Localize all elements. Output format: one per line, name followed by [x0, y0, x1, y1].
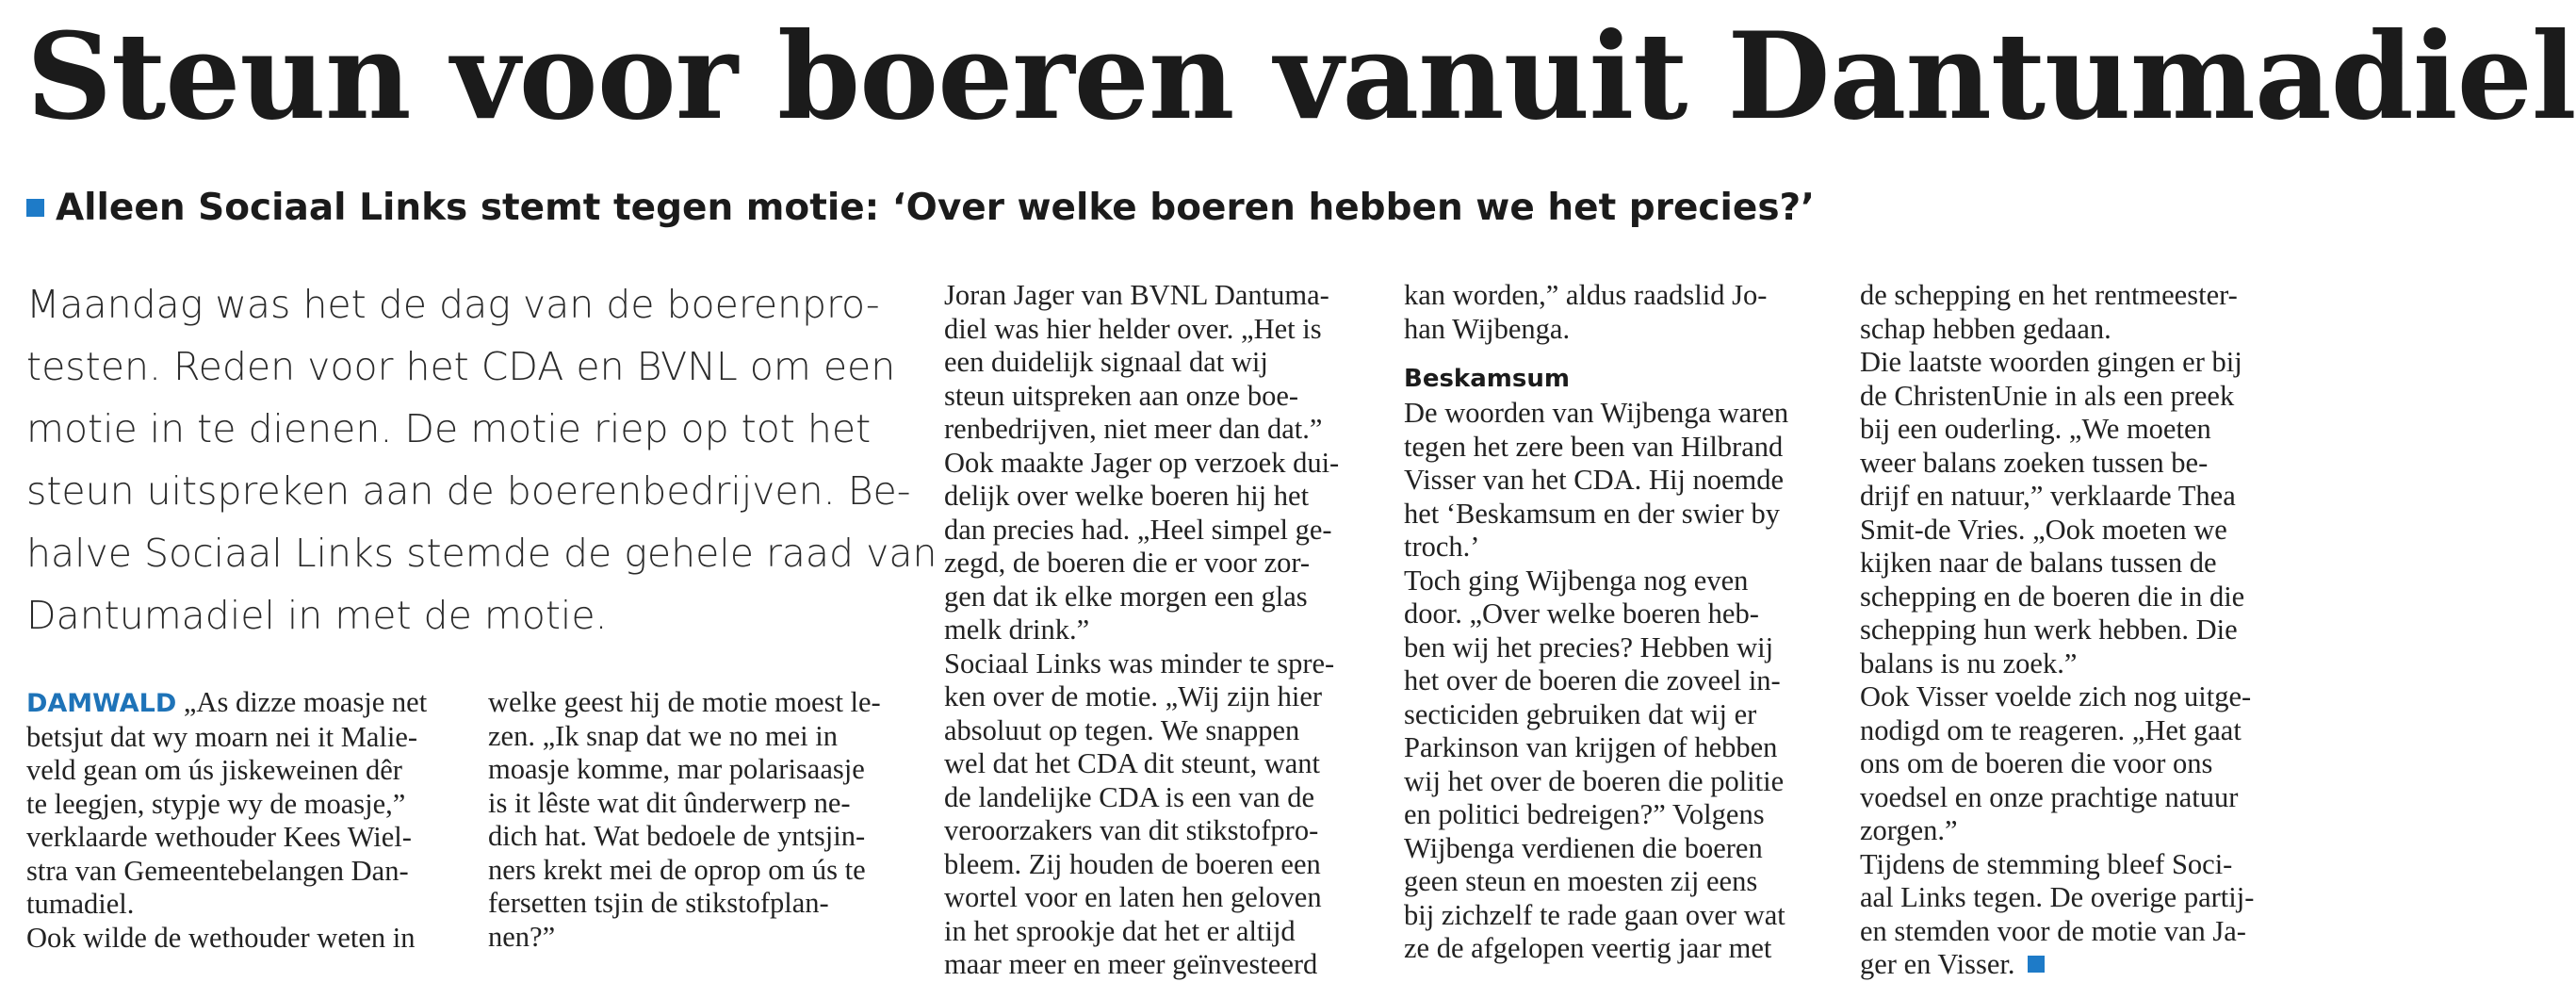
end-mark-square-icon [2028, 956, 2045, 973]
column-line: het over de boeren die zoveel in- [1404, 664, 1781, 696]
column-line: wel dat het CDA dit steunt, want [944, 747, 1320, 779]
column-line: geen steun en moesten zij eens [1404, 865, 1758, 897]
column-line: Parkinson van krijgen of hebben [1404, 731, 1778, 763]
column-line: ben wij het precies? Hebben wij [1404, 630, 1774, 663]
intro-line: motie in te dienen. De motie riep op tot het [26, 406, 872, 451]
column-line: wortel voor en laten hen geloven [944, 881, 1322, 913]
column-line: „As dizze moasje net [176, 686, 428, 718]
column-line: melk drink.” [944, 614, 1090, 646]
column-line: ons om de boeren die voor ons [1860, 747, 2213, 779]
column-line: schepping hun werk hebben. Die [1860, 614, 2238, 646]
column-line: Ook Visser voelde zich nog uitge- [1860, 680, 2252, 712]
column-line: ze de afgelopen veertig jaar met [1404, 932, 1772, 964]
article-column-1 [26, 686, 455, 955]
intro-line: steun uitspreken aan de boerenbedrijven. Be- [26, 468, 911, 514]
column-line: Visser van het CDA. Hij noemde [1404, 464, 1785, 496]
column-line: ken over de motie. „Wij zijn hier [944, 680, 1323, 712]
column-line: veld gean om ús jiskeweinen dêr [26, 754, 402, 786]
column-line: troch.’ [1404, 531, 1480, 563]
column-line: fersetten tsjin de stikstofplan- [488, 887, 829, 919]
column-line: bleem. Zij houden de boeren een [944, 847, 1321, 880]
column-line: renbedrijven, niet meer dan dat.” [944, 413, 1323, 445]
column-line: zegd, de boeren die er voor zor- [944, 547, 1311, 579]
intro-line: Dantumadiel in met de motie. [26, 593, 608, 638]
column-line: diel was hier helder over. „Het is [944, 312, 1322, 345]
column-line: stra van Gemeentebelangen Dan- [26, 854, 409, 887]
intro-line: Maandag was het de dag van de boerenpro- [26, 282, 880, 327]
headline: Steun voor boeren vanuit Dantumadiel [26, 7, 2576, 146]
column-line: Ook wilde de wethouder weten in [26, 921, 416, 954]
column-line: nodigd om te reageren. „Het gaat [1860, 713, 2242, 746]
column-line: absoluut op tegen. We snappen [944, 713, 1300, 746]
column-line: in het sprookje dat het er altijd [944, 914, 1296, 947]
article-column-5 [1860, 279, 2289, 982]
column-line: ners krekt mei de oprop om ús te [488, 853, 866, 886]
intro-paragraph [26, 273, 937, 646]
article-column-3 [944, 279, 1373, 982]
column-line: voedsel en onze prachtige natuur [1860, 780, 2239, 813]
column-line: secticiden gebruiken dat wij er [1404, 697, 1757, 730]
column-line: verklaarde wethouder Kees Wiel- [26, 821, 412, 853]
column-line: Toch ging Wijbenga nog even [1404, 564, 1749, 597]
article-column-4 [1404, 279, 1833, 966]
column-line: Joran Jager van BVNL Dantuma- [944, 279, 1329, 311]
column-line: tegen het zere been van Hilbrand [1404, 430, 1784, 463]
column-line: het ‘Beskamsum en der swier by [1404, 497, 1780, 530]
column-line: balans is nu zoek.” [1860, 646, 2078, 679]
column-line: en politici bedreigen?” Volgens [1404, 798, 1765, 830]
column-line: tumadiel. [26, 888, 135, 920]
intro-line: testen. Reden voor het CDA en BVNL om een [26, 344, 896, 389]
column-line: de schepping en het rentmeester- [1860, 279, 2238, 311]
column-line: kijken naar de balans tussen de [1860, 547, 2217, 579]
column-line: en stemden voor de motie van Ja- [1860, 914, 2246, 947]
column-line: door. „Over welke boeren heb- [1404, 597, 1759, 630]
column-line: maar meer en meer geïnvesteerd [944, 948, 1318, 980]
column-line: Tijdens de stemming bleef Soci- [1860, 847, 2233, 880]
column-line: Smit-de Vries. „Ook moeten we [1860, 513, 2227, 546]
column-line: Sociaal Links was minder te spre- [944, 646, 1335, 679]
column-line: dich hat. Wat bedoele de yntsjin- [488, 820, 866, 852]
column-line: aal Links tegen. De overige partij- [1860, 881, 2255, 913]
bullet-square-icon [26, 199, 44, 217]
column-line: schap hebben gedaan. [1860, 312, 2111, 345]
column-line: kan worden,” aldus raadslid Jo- [1404, 279, 1768, 311]
subheadline-text: Alleen Sociaal Links stemt tegen motie: ‘Over welke boeren hebben we het precies?’ [56, 187, 1815, 229]
column-line: Die laatste woorden gingen er bij [1860, 346, 2242, 378]
column-line: schepping en de boeren die in die [1860, 580, 2245, 613]
article-column-2 [488, 686, 917, 954]
dateline: DAMWALD [26, 689, 177, 718]
column-line: dan precies had. „Heel simpel ge- [944, 513, 1332, 546]
column-line: De woorden van Wijbenga waren [1404, 397, 1789, 429]
column-line: ger en Visser. [1860, 948, 2289, 982]
column-line: delijk over welke boeren hij het [944, 480, 1310, 512]
column-4-top-lines [1404, 279, 1833, 346]
column-line: drijf en natuur,” verklaarde Thea [1860, 480, 2236, 512]
column-line: de ChristenUnie in als een preek [1860, 379, 2235, 412]
column-line: is it lêste wat dit ûnderwerp ne- [488, 786, 851, 819]
column-line: te leegjen, stypje wy de moasje,” [26, 787, 406, 820]
column-line: bij een ouderling. „We moeten [1860, 413, 2211, 445]
column-line: een duidelijk signaal dat wij [944, 346, 1268, 378]
column-line: Wijbenga verdienen die boeren [1404, 831, 1763, 864]
column-line: han Wijbenga. [1404, 312, 1571, 345]
intro-line: halve Sociaal Links stemde de gehele raad van [26, 531, 937, 576]
column-line: veroorzakers van dit stikstofpro- [944, 814, 1319, 846]
column-line: zorgen.” [1860, 814, 1958, 846]
column-line: betsjut dat wy moarn nei it Malie- [26, 720, 418, 753]
column-line: Ook maakte Jager op verzoek dui- [944, 446, 1340, 479]
column-line: steun uitspreken aan onze boe- [944, 379, 1299, 412]
column-line: gen dat ik elke morgen een glas [944, 580, 1308, 613]
column-line: wij het over de boeren die politie [1404, 764, 1785, 797]
column-line: moasje komme, mar polarisaasje [488, 753, 865, 785]
section-subtitle: Beskamsum [1404, 365, 1570, 393]
column-line: zen. „Ik snap dat we no mei in [488, 719, 838, 752]
column-line: welke geest hij de motie moest le- [488, 686, 881, 718]
column-line: nen?” [488, 920, 556, 953]
column-line: bij zichzelf te rade gaan over wat [1404, 898, 1785, 931]
subheadline [26, 185, 1815, 232]
column-line: de landelijke CDA is een van de [944, 780, 1315, 813]
column-4-body-lines [1404, 397, 1833, 966]
column-line: weer balans zoeken tussen be- [1860, 446, 2209, 479]
